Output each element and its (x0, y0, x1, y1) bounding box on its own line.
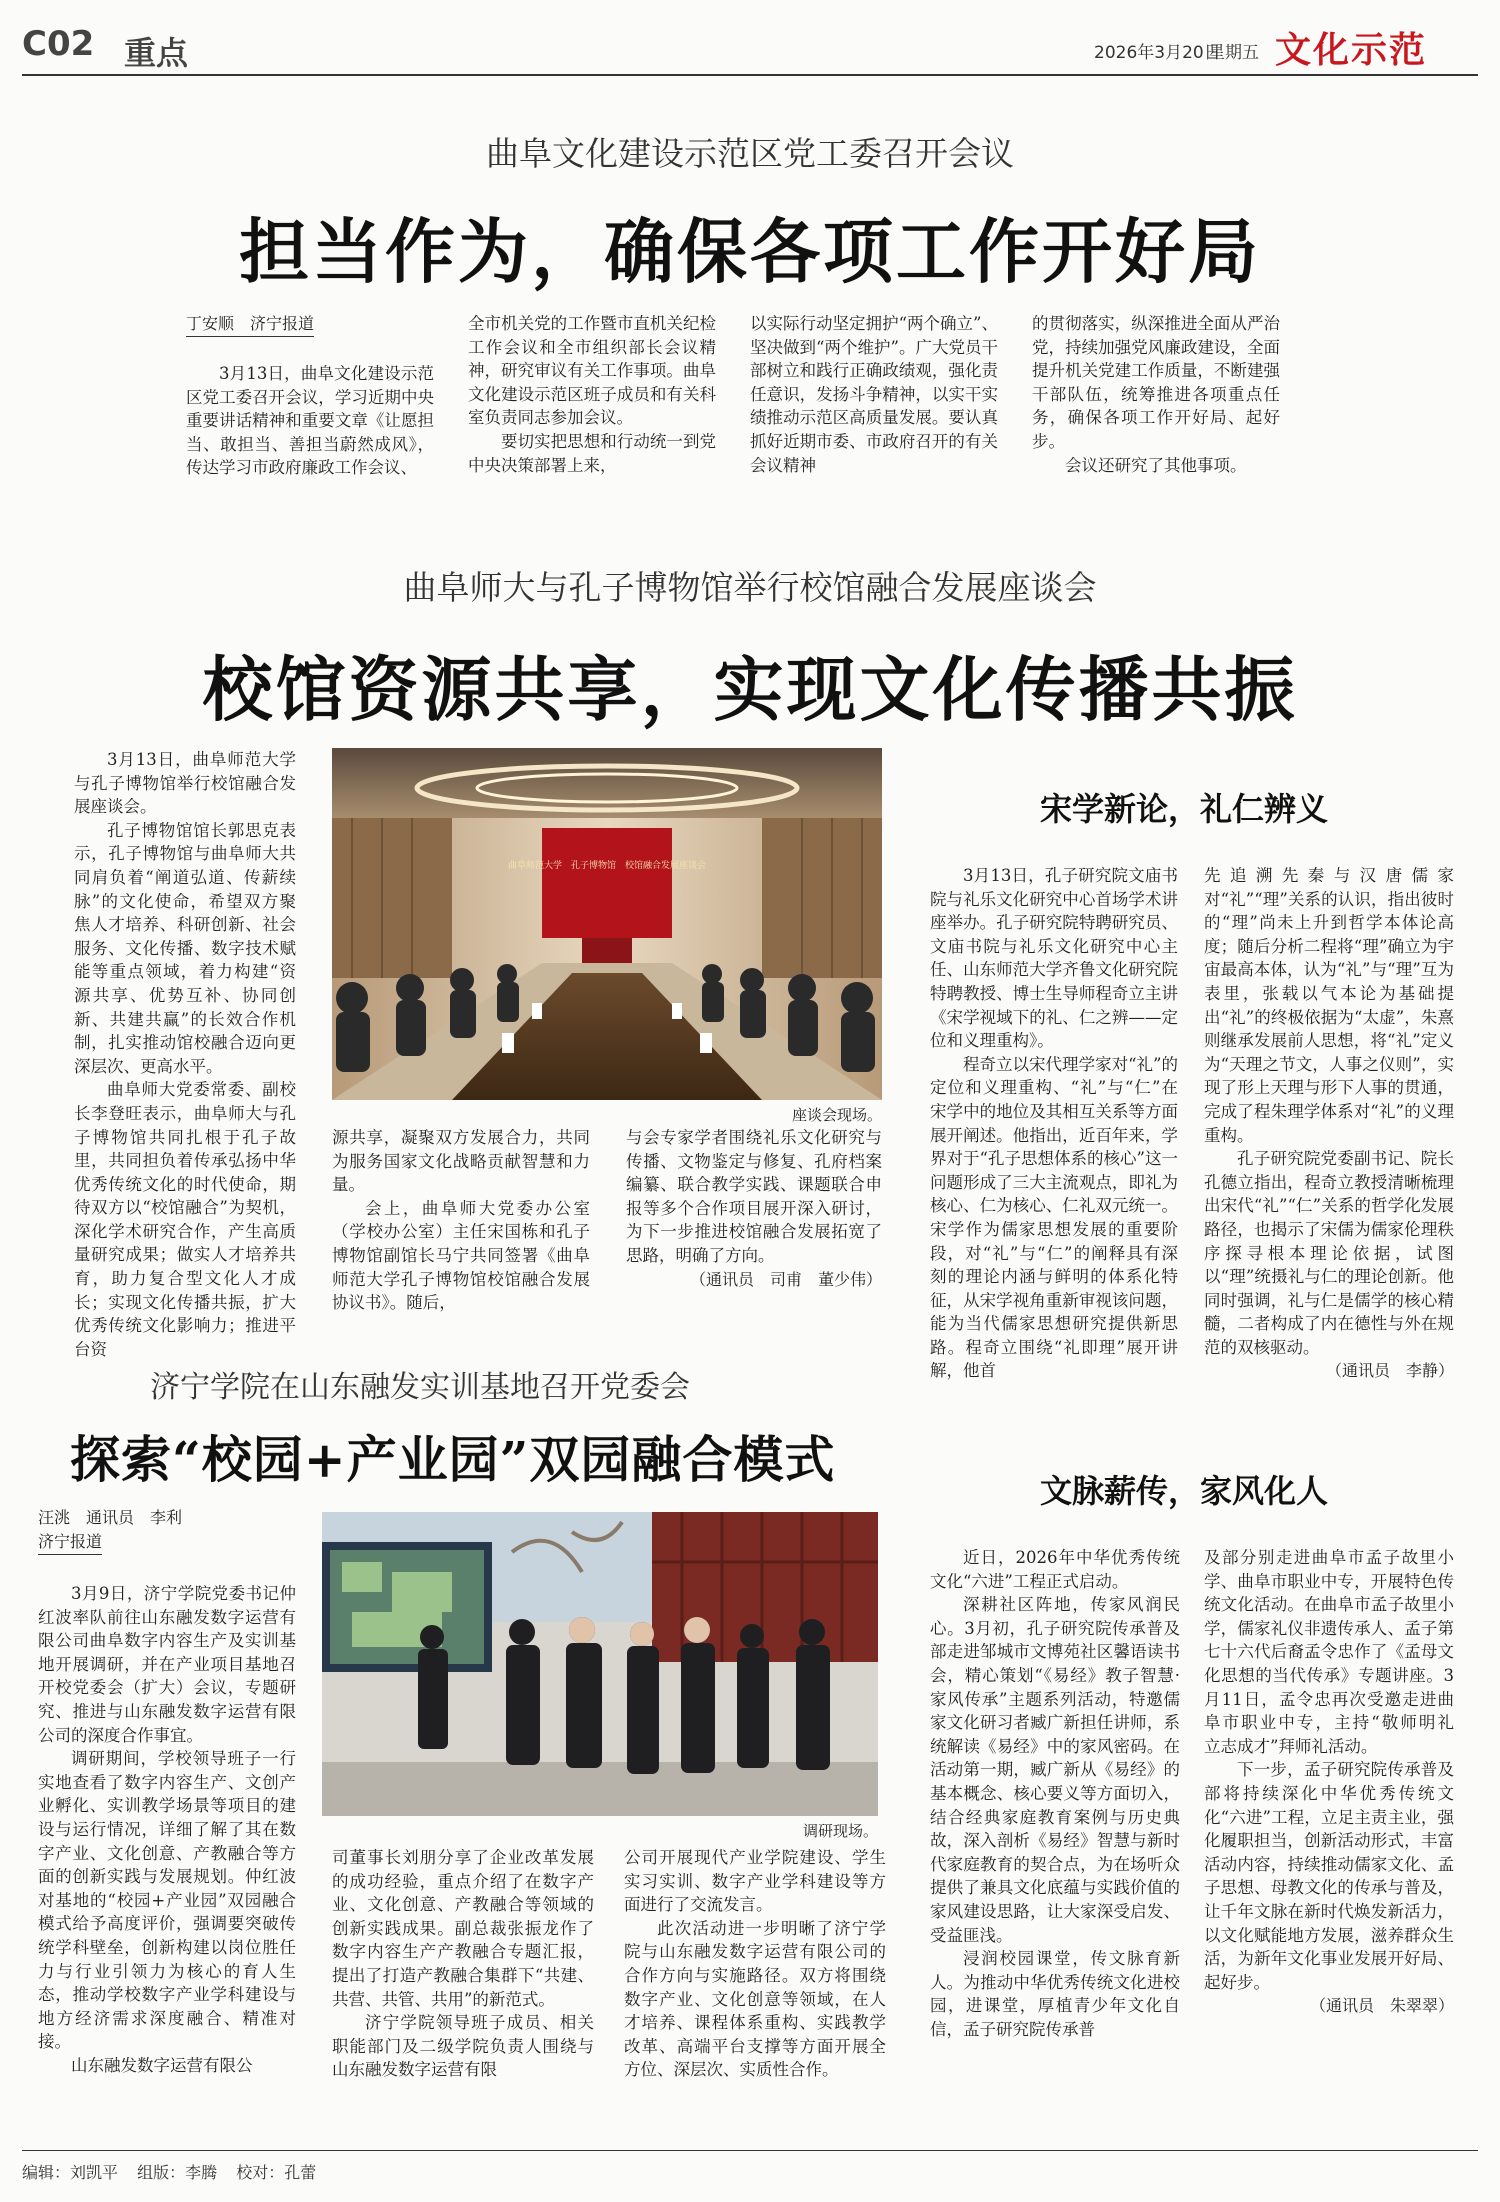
footer-rule (22, 2150, 1478, 2151)
article1-headline: 担当作为，确保各项工作开好局 (239, 210, 1261, 293)
article1-column-1 (186, 362, 434, 480)
paragraph: 源共享，凝聚双方发展合力，共同为服务国家文化战略贡献智慧和力量。 (332, 1128, 590, 1195)
meeting-illustration (332, 748, 882, 1100)
paragraph: 孔子博物馆馆长郭思克表示，孔子博物馆与曲阜师大共同肩负着“阐道弘道、传薪续脉”的文化使命，希望双方聚焦人才培养、科研创新、社会服务、文化传播、数字技术赋能等重点领域，着力构建“资源共享、优势互补、协同创新、共建共赢”的长效合作机制，扎实推动馆校融合迈向更深层次、更高水平。 (74, 820, 296, 1076)
article5-column-2 (1204, 1546, 1471, 2018)
photo-banner-text: 曲阜师范大学 孔子博物馆 校馆融合发展座谈会 (507, 861, 707, 871)
footer-proof: 校对：孔蕾 (236, 2163, 317, 2182)
article5-subhead: 文脉薪传，家风化人 (1040, 1472, 1329, 1510)
byline-text: 丁安顺 济宁报道 (186, 312, 314, 337)
page-footer (22, 2160, 330, 2183)
article1-kicker: 曲阜文化建设示范区党工委召开会议 (486, 134, 1014, 173)
paragraph: 此次活动进一步明晰了济宁学院与山东融发数字运营有限公司的合作方向与实施路径。双方将围绕数字产业、文化创意等领域，在人才培养、课程体系重构、实践教学改革、高端平台支撑等方面开展全方位、深层次、实质性合作。 (624, 1918, 886, 2080)
paragraph: 全市机关党的工作暨市直机关纪检工作会议和全市组织部长会议精神，研究审议有关工作事项。曲阜文化建设示范区班子成员和有关科室负责同志参加会议。 (468, 314, 716, 428)
article3-column-1 (930, 864, 1178, 1383)
paragraph: 3月13日，孔子研究院文庙书院与礼乐文化研究中心首场学术讲座举办。孔子研究院特聘研究员、文庙书院与礼乐文化研究中心主任、山东师范大学齐鲁文化研究院特聘教授、博士生导师程奇立主讲《宋学视域下的礼、仁之辨——定位和义理重构》。 (930, 866, 1178, 1051)
footer-layout: 组版：李腾 (137, 2163, 218, 2182)
visit-photo (322, 1512, 878, 1816)
meeting-photo (332, 748, 882, 1100)
article2-column-1 (74, 748, 296, 1361)
paragraph: 程奇立以宋代理学家对“礼”的定位和义理重构、“礼”与“仁”在宋学中的地位及其相互关系等方面展开阐述。他指出，近百年来，学界对于“孔子思想体系的核心”这一问题形成了三大主流观点，即礼为核心、仁为核心、仁礼双元统一。宋学作为儒家思想发展的重要阶段，对“礼”与“仁”的阐释具有深刻的理论内涵与鲜明的体系化特征，从宋学视角重新审视该问题，能为当代儒家思想研究提供新思路。程奇立围绕“礼即理”展开讲解，他首 (930, 1054, 1178, 1381)
paragraph: 近日，2026年中华优秀传统文化“六进”工程正式启动。 (930, 1548, 1180, 1591)
article2-credit: （通讯员 司甫 董少伟） (689, 1269, 882, 1289)
article2-headline: 校馆资源共享，实现文化传播共振 (202, 648, 1298, 731)
footer-editor: 编辑：刘凯平 (22, 2163, 119, 2182)
issue-date: 2026年3月20日 (1094, 43, 1221, 63)
paragraph: 公司开展现代产业学院建设、学生实习实训、数字产业学科建设等方面进行了交流发言。 (624, 1848, 886, 1915)
article4-column-2 (332, 1846, 594, 2082)
paragraph: 的贯彻落实，纵深推进全面从严治党，持续加强党风廉政建设，全面提升机关党建工作质量，不断建强干部队伍，统筹推进各项重点任务，确保各项工作开好局、起好步。 (1032, 314, 1280, 451)
paragraph: 浸润校园课堂，传文脉育新人。为推动中华优秀传统文化进校园，进课堂，厚植青少年文化自信，孟子研究院传承普 (930, 1949, 1180, 2039)
header-rule (22, 74, 1478, 76)
paragraph: 会议还研究了其他事项。 (1065, 455, 1247, 475)
article1-column-3 (750, 312, 998, 477)
page-number: C02 (22, 24, 95, 64)
meeting-photo-caption: 座谈会现场。 (791, 1106, 882, 1124)
article1-byline (186, 312, 376, 337)
article4-column-1 (38, 1582, 296, 2077)
article4-byline (38, 1506, 278, 1555)
paragraph: 及部分别走进曲阜市孟子故里小学、曲阜市职业中专，开展特色传统文化活动。在曲阜市孟子故里小学，儒家礼仪非遗传承人、孟子第七十六代后裔孟令忠作了《孟母文化思想的当代传承》专题讲座。3月11日，孟令忠再次受邀走进曲阜市职业中专，主持“敬师明礼 立志成才”拜师礼活动。 (1204, 1548, 1471, 1756)
paragraph: 济宁学院领导班子成员、相关职能部门及二级学院负责人围绕与山东融发数字运营有限 (332, 2013, 594, 2080)
article4-column-3 (624, 1846, 886, 2082)
paragraph: 下一步，孟子研究院传承普及部将持续深化中华优秀传统文化“六进”工程，立足主责主业，强化履职担当，创新活动形式，丰富活动内容，持续推动儒家文化、孟子思想、母教文化的传承与普及，让千年文脉在新时代焕发新活力，以文化赋能地方发展，滋养群众生活，为新年文化事业发展开好局、起好步。 (1204, 1760, 1454, 1992)
article3-column-2 (1204, 864, 1454, 1383)
paragraph: 与会专家学者围绕礼乐文化研究与传播、文物鉴定与修复、孔府档案编纂、联合教学实践、课题联合申报等多个合作项目展开深入研讨，为下一步推进校馆融合发展拓宽了思路，明确了方向。 (626, 1128, 882, 1265)
visit-photo-caption: 调研现场。 (802, 1822, 878, 1840)
paragraph: 3月9日，济宁学院党委书记仲红波率队前往山东融发数字运营有限公司曲阜数字内容生产及实训基地开展调研，并在产业项目基地召开校党委会（扩大）会议，专题研究、推进与山东融发数字运营有限公司的深度合作事宜。 (38, 1584, 296, 1745)
paragraph: 以实际行动坚定拥护“两个确立”、坚决做到“两个维护”。广大党员干部树立和践行正确政绩观，强化责任意识，发扬斗争精神，以实干实绩推动示范区高质量发展。要认真抓好近期市委、市政府召开的有关会议精神 (750, 314, 998, 475)
article4-kicker: 济宁学院在山东融发实训基地召开党委会 (150, 1370, 690, 1405)
article4-headline: 探索“校园+产业园”双园融合模式 (70, 1430, 836, 1489)
paragraph: 曲阜师大党委常委、副校长李登旺表示，曲阜师大与孔子博物馆共同扎根于孔子故里，共同担负着传承弘扬中华优秀传统文化的时代使命，期待双方以“校馆融合”为契机，深化学术研究合作，产生高质量研究成果；做实人才培养共育，助力复合型文化人才成长；实现文化传播共振，扩大优秀传统文化影响力；推进平台资 (74, 1080, 296, 1359)
byline-place: 济宁报道 (38, 1530, 102, 1555)
article5-column-1 (930, 1546, 1180, 2041)
paragraph: 深耕社区阵地，传家风润民心。3月初，孔子研究院传承普及部走进邹城市文博苑社区馨语读书会，精心策划“《易经》教子智慧·家风传承”主题系列活动，特邀儒家文化研习者臧广新担任讲师，系统解读《易经》中的家风密码。在活动第一期，臧广新从《易经》的基本概念、核心要义等方面切入，结合经典家庭教育案例与历史典故，深入剖析《易经》智慧与新时代家庭教育的契合点，为在场听众提供了兼具文化底蕴与实践价值的家风建设思路，让大家深受启发、受益匪浅。 (930, 1595, 1180, 1945)
paragraph: 孔子研究院党委副书记、院长孔德立指出，程奇立教授清晰梳理出宋代“礼”“仁”关系的哲学化发展路径，也揭示了宋儒为儒家伦理秩序探寻根本理论依据，试图以“理”统摄礼与仁的理论创新。他同时强调，礼与仁是儒学的核心精髓，二者构成了内在德性与外在规范的双核驱动。 (1204, 1149, 1454, 1357)
paragraph: 要切实把思想和行动统一到党中央决策部署上来， (468, 431, 716, 475)
section-name: 重点 (124, 34, 189, 72)
issue-weekday: 星期五 (1208, 43, 1259, 63)
article3-credit: （通讯员 李静） (1325, 1361, 1454, 1381)
article3-subhead: 宋学新论，礼仁辨义 (1040, 790, 1329, 828)
paragraph: 先追溯先秦与汉唐儒家对“礼”“理”关系的认识，指出彼时的“理”尚未上升到哲学本体论高度；随后分析二程将“理”确立为宇宙最高本体，认为“礼”与“理”互为表里，张载以气本论为基础提出“礼”的终极依据为“太虚”，朱熹则继承发展前人思想，将“礼”定义为“天理之节文，人事之仪则”，实现了形上天理与形下人事的贯通，完成了程朱理学体系对“礼”的义理重构。 (1204, 866, 1454, 1145)
paragraph: 司董事长刘朋分享了企业改革发展的成功经验，重点介绍了在数字产业、文化创意、产教融合等领域的创新实践成果。副总裁张振龙作了数字内容生产产教融合专题汇报，提出了打造产教融合集群下“共建、共营、共管、共用”的新范式。 (332, 1848, 594, 2009)
article2-column-2 (332, 1126, 590, 1315)
paragraph: 会上，曲阜师大党委办公室（学校办公室）主任宋国栋和孔子博物馆副馆长马宁共同签署《曲阜师范大学孔子博物馆校馆融合发展协议书》。随后， (332, 1198, 590, 1313)
paragraph: 3月13日，曲阜文化建设示范区党工委召开会议，学习近期中央重要讲话精神和重要文章《让愿担当、敢担当、善担当蔚然成风》，传达学习市政府廉政工作会议、 (186, 364, 434, 478)
brand-logo: 文化示范 (1275, 30, 1428, 71)
article1-column-4 (1032, 312, 1280, 477)
paragraph: 山东融发数字运营有限公 (71, 2055, 253, 2075)
article5-credit: （通讯员 朱翠翠） (1309, 1996, 1454, 2016)
paragraph: 3月13日，曲阜师范大学与孔子博物馆举行校馆融合发展座谈会。 (74, 750, 296, 817)
article2-column-3 (626, 1126, 882, 1291)
visit-illustration (322, 1512, 878, 1816)
article1-column-2 (468, 312, 716, 477)
article2-kicker: 曲阜师大与孔子博物馆举行校馆融合发展座谈会 (403, 568, 1097, 607)
paragraph: 调研期间，学校领导班子一行实地查看了数字内容生产、文创产业孵化、实训教学场景等项目的建设与运行情况，详细了解了其在数字产业、文化创意、产教融合等方面的创新实践与发展规划。仲红波对基地的“校园+产业园”双园融合模式给予高度评价，强调要突破传统学科壁垒，创新构建以岗位胜任力与行业引领力为核心的育人生态，推动学校数字产业学科建设与地方经济需求深度融合、精准对接。 (38, 1749, 296, 2052)
byline-text: 汪洮 通讯员 李利 (38, 1508, 183, 1527)
